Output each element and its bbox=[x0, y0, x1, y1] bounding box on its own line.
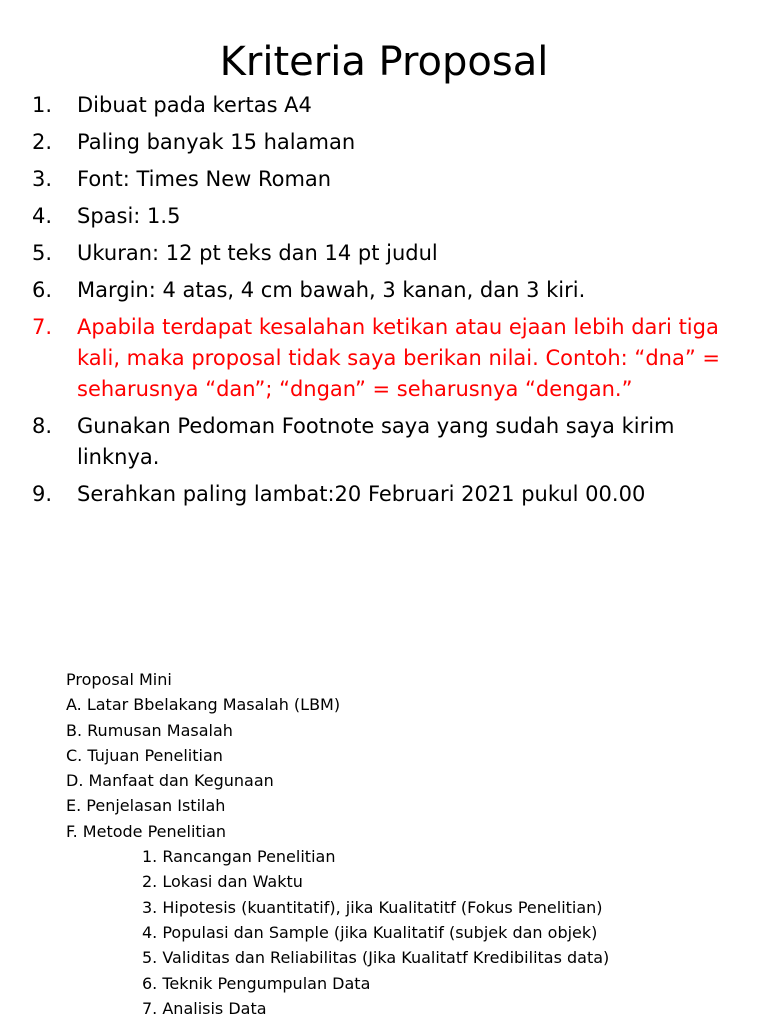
outline-section: E. Penjelasan Istilah bbox=[66, 796, 226, 816]
criteria-number: 4. bbox=[32, 204, 53, 228]
method-item: 2. Lokasi dan Waktu bbox=[142, 872, 303, 892]
page-title: Kriteria Proposal bbox=[219, 39, 549, 85]
criteria-number: 2. bbox=[32, 130, 53, 154]
criteria-item bbox=[32, 164, 752, 195]
criteria-list bbox=[32, 90, 752, 516]
criteria-item bbox=[32, 275, 752, 306]
proposal-mini-heading: Proposal Mini bbox=[66, 670, 172, 689]
criteria-item bbox=[32, 201, 752, 232]
criteria-text: Apabila terdapat kesalahan ketikan atau ejaan lebih dari tiga kali, maka proposal tidak saya berikan nilai. Contoh: “dna” = seharusnya “dan”; “dngan” = seharusnya “dengan.” bbox=[77, 315, 720, 401]
proposal-mini-outline bbox=[66, 667, 756, 1021]
outline-section: F. Metode Penelitian bbox=[66, 821, 227, 841]
criteria-number: 9. bbox=[32, 482, 53, 506]
criteria-item bbox=[32, 411, 752, 473]
criteria-number: 8. bbox=[32, 414, 53, 438]
criteria-item bbox=[32, 127, 752, 158]
criteria-item bbox=[32, 90, 752, 121]
method-item: 6. Teknik Pengumpulan Data bbox=[142, 973, 371, 993]
criteria-text: Ukuran: 12 pt teks dan 14 pt judul bbox=[77, 241, 438, 265]
criteria-item bbox=[32, 479, 752, 510]
criteria-text: Dibuat pada kertas A4 bbox=[77, 93, 312, 117]
criteria-number: 5. bbox=[32, 241, 53, 265]
outline-section: D. Manfaat dan Kegunaan bbox=[66, 771, 274, 791]
criteria-number: 1. bbox=[32, 93, 53, 117]
criteria-item bbox=[32, 238, 752, 269]
method-item: 7. Analisis Data bbox=[142, 998, 267, 1018]
method-item: 4. Populasi dan Sample (jika Kualitatif (subjek dan objek) bbox=[142, 922, 598, 942]
method-item: 5. Validitas dan Reliabilitas (Jika Kualitatf Kredibilitas data) bbox=[142, 948, 610, 968]
method-item: 3. Hipotesis (kuantitatif), jika Kualitatitf (Fokus Penelitian) bbox=[142, 897, 603, 917]
criteria-text: Margin: 4 atas, 4 cm bawah, 3 kanan, dan 3 kiri. bbox=[77, 278, 586, 302]
method-item: 1. Rancangan Penelitian bbox=[142, 847, 336, 867]
criteria-number: 7. bbox=[32, 315, 53, 339]
criteria-text: Serahkan paling lambat:20 Februari 2021 pukul 00.00 bbox=[77, 482, 646, 506]
criteria-number: 3. bbox=[32, 167, 53, 191]
criteria-text: Gunakan Pedoman Footnote saya yang sudah saya kirim linknya. bbox=[77, 414, 675, 469]
criteria-item-warning bbox=[32, 312, 752, 405]
outline-section: B. Rumusan Masalah bbox=[66, 720, 233, 740]
criteria-text: Paling banyak 15 halaman bbox=[77, 130, 356, 154]
criteria-number: 6. bbox=[32, 278, 53, 302]
outline-section: C. Tujuan Penelitian bbox=[66, 745, 223, 765]
criteria-text: Spasi: 1.5 bbox=[77, 204, 181, 228]
criteria-text: Font: Times New Roman bbox=[77, 167, 332, 191]
outline-section: A. Latar Bbelakang Masalah (LBM) bbox=[66, 695, 341, 715]
